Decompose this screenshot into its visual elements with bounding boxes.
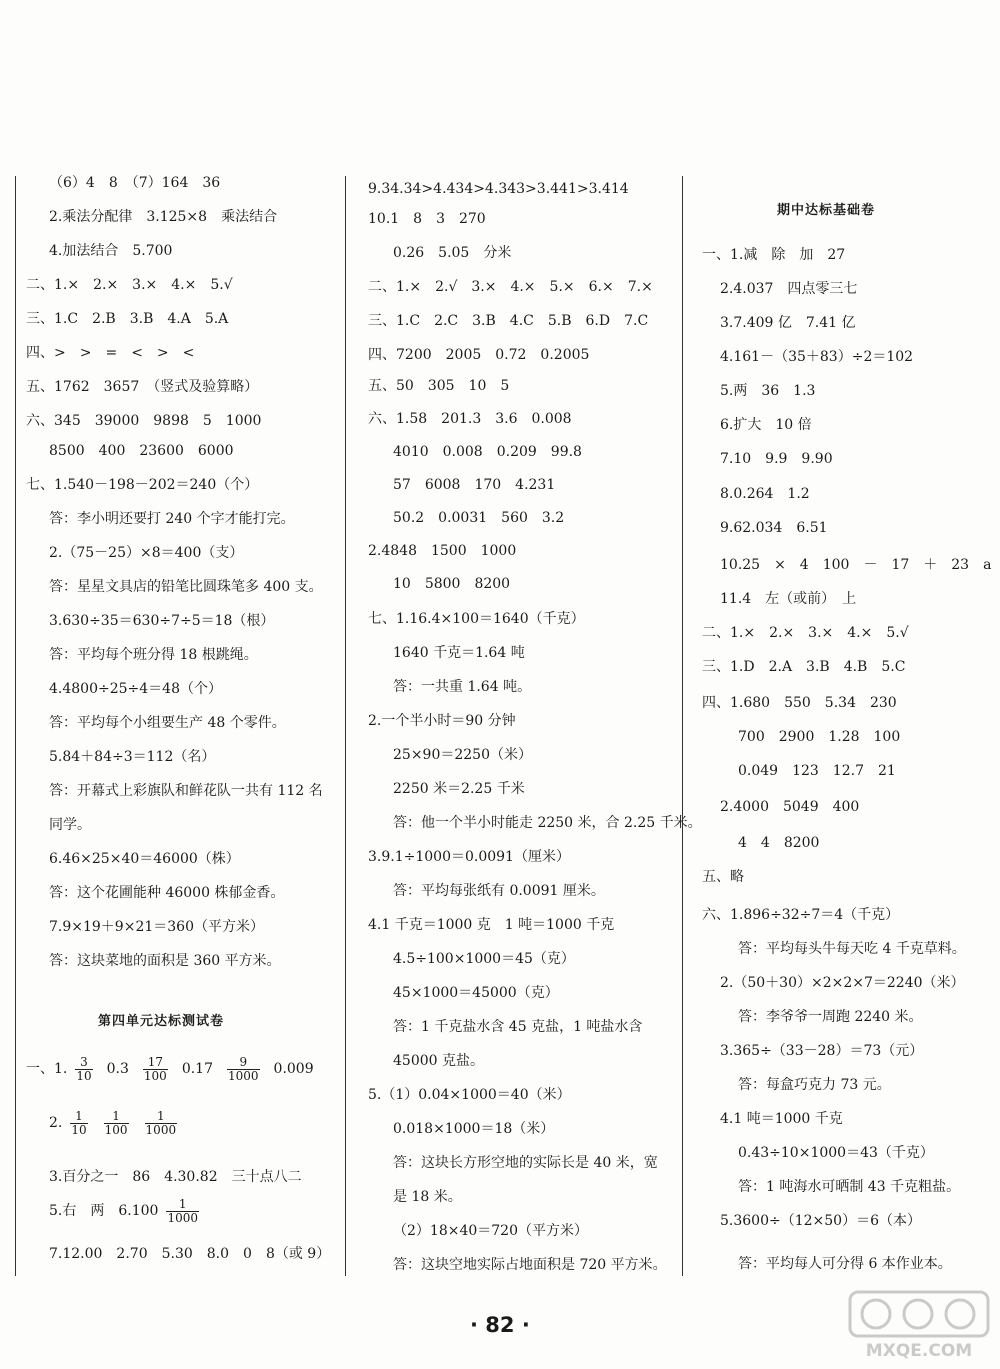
answer-line: 57 6008 170 4.231 [393, 477, 556, 493]
answer-line: 4010 0.008 0.209 99.8 [393, 444, 582, 460]
answer-line: 答：1 吨海水可晒制 43 千克粗盐。 [738, 1179, 961, 1195]
answer-line: 3.365÷（33－28）＝73（元） [720, 1043, 924, 1059]
answer-line: 9.62.034 6.51 [720, 520, 828, 536]
answer-line: 9.34.34>4.434>4.343>3.441>3.414 [368, 181, 629, 197]
page-number: · 82 · [470, 1313, 530, 1337]
answer-line: 二、1.× 2.× 3.× 4.× 5.√ [702, 625, 909, 641]
answer-line: 六、1.58 201.3 3.6 0.008 [368, 411, 572, 427]
answer-line: 10 5800 8200 [393, 576, 511, 592]
answer-line: 0.049 123 12.7 21 [738, 763, 896, 779]
answer-line: 同学。 [49, 817, 91, 833]
answer-line: 答：一共重 1.64 吨。 [393, 679, 532, 695]
fraction [166, 1198, 199, 1225]
answer-line: 四、1.680 550 5.34 230 [702, 695, 897, 711]
answer-line: 4.161－（35＋83）÷2＝102 [720, 349, 914, 365]
answer-line: 一、1.减 除 加 27 [702, 247, 846, 263]
answer-line: 答：他一个半小时能走 2250 米，合 2.25 千米。 [393, 815, 702, 831]
answer-line: 答：这个花圃能种 46000 株郁金香。 [49, 885, 285, 901]
answer-line: 3.9.1÷1000＝0.0091（厘米） [368, 849, 570, 865]
answer-line: 3.7.409 亿 7.41 亿 [720, 315, 856, 331]
answer-line: 3.630÷35＝630÷7÷5＝18（根） [49, 613, 275, 629]
answer-value: 0.3 [106, 1061, 129, 1077]
answer-line: 答：1 千克盐水含 45 克盐，1 吨盐水含 [393, 1019, 643, 1035]
answer-line: 二、1.× 2.√ 3.× 4.× 5.× 6.× 7.× [368, 279, 653, 295]
answer-line: 8500 400 23600 6000 [49, 443, 234, 459]
fraction-denominator: 1000 [167, 1210, 198, 1225]
fraction-denominator: 100 [104, 1122, 128, 1137]
fraction-numerator: 1 [166, 1198, 199, 1212]
answer-line: 答：这块菜地的面积是 360 平方米。 [49, 953, 281, 969]
answer-line: 2.（50＋30）×2×2×7＝2240（米） [720, 975, 965, 991]
answer-line: 五、略 [702, 869, 744, 885]
watermark-logo [848, 1290, 990, 1362]
answer-line: 0.018×1000＝18（米） [393, 1121, 555, 1137]
fraction [75, 1056, 92, 1083]
page-number-value: 82 [485, 1313, 515, 1337]
answer-line: 5.84＋84÷3＝112（名） [49, 749, 216, 765]
answer-line: 2.4.037 四点零三七 [720, 281, 858, 297]
answer-line: 2.4000 5049 400 [720, 799, 860, 815]
answer-line: 45000 克盐。 [393, 1053, 484, 1069]
fraction-numerator: 1 [70, 1110, 87, 1124]
answer-line: 4.1 吨＝1000 千克 [720, 1111, 843, 1127]
answer-line: 四、> > = < > < [26, 345, 195, 361]
unit4-q7-line: 7.12.00 2.70 5.30 8.0 0 8（或 9） [49, 1246, 331, 1262]
answer-line: 三、1.C 2.C 3.B 4.C 5.B 6.D 7.C [368, 313, 649, 329]
unit4-q2-line [49, 1106, 185, 1140]
answer-line: 6.扩大 10 倍 [720, 417, 812, 433]
answer-line: 三、1.D 2.A 3.B 4.B 5.C [702, 659, 906, 675]
answer-line: 答：星星文具店的铅笔比圆珠笔多 400 支。 [49, 579, 323, 595]
answer-line: 五、1762 3657 （竖式及验算略） [26, 379, 259, 395]
answer-line: 答：平均每张纸有 0.0091 厘米。 [393, 883, 605, 899]
answer-line: 700 2900 1.28 100 [738, 729, 901, 745]
answer-line: 三、1.C 2.B 3.B 4.A 5.A [26, 311, 229, 327]
question-number: 一、1. [26, 1061, 68, 1077]
fraction [70, 1110, 87, 1137]
answer-line: 答：平均每个班分得 18 根跳绳。 [49, 647, 258, 663]
answer-line: 答：这块空地实际占地面积是 720 平方米。 [393, 1257, 667, 1273]
fraction [104, 1110, 129, 1137]
fraction-denominator: 100 [143, 1068, 167, 1083]
fraction-denominator: 10 [71, 1122, 87, 1137]
answer-line: 11.4 左（或前） 上 [720, 591, 857, 607]
answer-line: 4.加法结合 5.700 [49, 243, 173, 259]
answer-line: 2.一个半小时＝90 分钟 [368, 713, 516, 729]
answer-text: 5.右 两 6.100 [49, 1203, 159, 1219]
answer-line: 五、50 305 10 5 [368, 378, 510, 394]
answer-line: 答：平均每人可分得 6 本作业本。 [738, 1256, 952, 1272]
answer-line: 10.1 8 3 270 [368, 211, 486, 227]
section-title-unit4: 第四单元达标测试卷 [98, 1014, 225, 1029]
answer-line: 2.4848 1500 1000 [368, 543, 517, 559]
answer-line: 4.4800÷25÷4＝48（个） [49, 681, 222, 697]
answer-line: 8.0.264 1.2 [720, 486, 810, 502]
fraction-denominator: 1000 [145, 1122, 177, 1137]
fraction-numerator: 1 [104, 1110, 129, 1124]
answer-line: 5.（1）0.04×1000＝40（米） [368, 1087, 571, 1103]
answer-line: 2.乘法分配律 3.125×8 乘法结合 [49, 209, 278, 225]
answer-line: 2250 米＝2.25 千米 [393, 781, 525, 797]
answer-line: 5.3600÷（12×50）＝6（本） [720, 1213, 921, 1229]
left-border-line [15, 176, 16, 1276]
answer-line: 4.5÷100×1000＝45（克） [393, 951, 575, 967]
answer-line: 0.26 5.05 分米 [393, 245, 512, 261]
fraction [145, 1110, 178, 1137]
unit4-q5-line [49, 1194, 201, 1228]
answer-line: 六、345 39000 9898 5 1000 [26, 413, 262, 429]
fraction-numerator: 9 [227, 1056, 260, 1070]
answer-line: 7.9×19＋9×21＝360（平方米） [49, 919, 264, 935]
answer-line: （6）4 8 （7）164 36 [49, 175, 221, 191]
answer-line: 4 4 8200 [738, 835, 820, 851]
watermark-text: MXQE.COM [865, 1341, 973, 1361]
answer-line: 2.（75－25）×8＝400（支） [49, 545, 244, 561]
answer-line: 7.10 9.9 9.90 [720, 451, 833, 467]
answer-value: 0.009 [273, 1061, 314, 1077]
answer-line: 是 18 米。 [393, 1189, 462, 1205]
answer-line: 1640 千克＝1.64 吨 [393, 645, 525, 661]
fraction-denominator: 1000 [227, 1068, 259, 1083]
answer-line: 答：这块长方形空地的实际长是 40 米，宽 [393, 1155, 658, 1171]
fraction-denominator: 10 [76, 1068, 92, 1083]
answer-line: 答：李爷爷一周跑 2240 米。 [738, 1009, 923, 1025]
answer-line: 5.两 36 1.3 [720, 383, 816, 399]
fraction-numerator: 1 [145, 1110, 178, 1124]
answer-line: 6.46×25×40＝46000（株） [49, 851, 240, 867]
fraction [143, 1056, 168, 1083]
answer-line: 25×90＝2250（米） [393, 747, 532, 763]
answer-line: 10.25 × 4 100 － 17 ＋ 23 a [720, 557, 992, 573]
answer-line: 四、7200 2005 0.72 0.2005 [368, 347, 590, 363]
answer-line: 50.2 0.0031 560 3.2 [393, 510, 565, 526]
unit4-q1-line [26, 1052, 320, 1086]
section-title-midterm: 期中达标基础卷 [777, 203, 876, 218]
answer-line: 七、1.16.4×100＝1640（千克） [368, 611, 585, 627]
answer-line: 45×1000＝45000（克） [393, 985, 559, 1001]
answer-value: 0.17 [181, 1061, 213, 1077]
answer-line: 六、1.896÷32÷7＝4（千克） [702, 907, 900, 923]
answer-line: 0.43÷10×1000＝43（千克） [738, 1145, 934, 1161]
question-number: 2. [49, 1115, 63, 1131]
answer-line: 答：平均每个小组要生产 48 个零件。 [49, 715, 286, 731]
fraction-numerator: 17 [143, 1056, 168, 1070]
answer-line: 4.1 千克＝1000 克 1 吨＝1000 千克 [368, 917, 615, 933]
answer-line: 答：李小明还要打 240 个字才能打完。 [49, 511, 295, 527]
unit4-q3-line: 3.百分之一 86 4.30.82 三十点八二 [49, 1169, 302, 1185]
column-divider-1 [345, 176, 346, 1276]
column-divider-2 [682, 176, 683, 1276]
answer-line: 答：开幕式上彩旗队和鲜花队一共有 112 名 [49, 783, 323, 799]
answer-line: 答：每盒巧克力 73 元。 [738, 1077, 891, 1093]
fraction-numerator: 3 [75, 1056, 92, 1070]
answer-line: 七、1.540－198－202＝240（个） [26, 477, 259, 493]
fraction [227, 1056, 260, 1083]
answer-line: 答：平均每头牛每天吃 4 千克草料。 [738, 941, 966, 957]
answer-line: 二、1.× 2.× 3.× 4.× 5.√ [26, 277, 233, 293]
answer-line: （2）18×40＝720（平方米） [393, 1223, 588, 1239]
